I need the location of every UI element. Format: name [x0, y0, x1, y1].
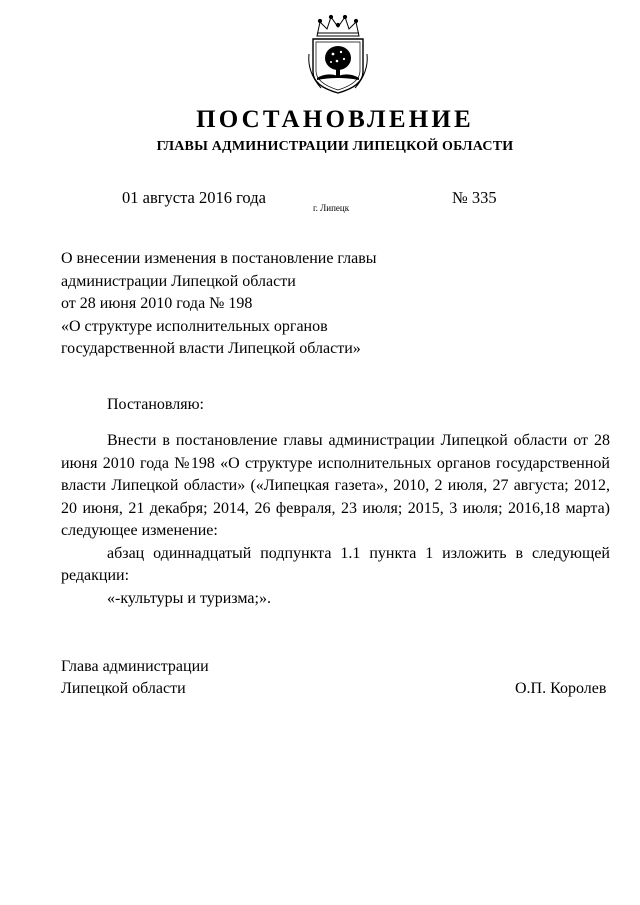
- document-subtitle: ГЛАВЫ АДМИНИСТРАЦИИ ЛИПЕЦКОЙ ОБЛАСТИ: [156, 139, 514, 154]
- body-paragraph: Внести в постановление главы администрации Липецкой области от 28 июня 2010 года №198 «О структуре исполнительных органов государственной власти Липецкой области» («Липецкая газета», 2010, 2 июля, 27 августа; 2012, 20 июня, 21 декабря; 2014, 26 февраля, 23 июля; 2015, 3 июля; 2016,18 марта) следующее изменение:: [61, 432, 610, 539]
- signatory-position: [61, 656, 209, 700]
- document-city: г. Липецк: [313, 203, 350, 213]
- coat-of-arms-emblem: [303, 14, 373, 96]
- subject-line: О внесении изменения в постановление главы: [61, 250, 377, 267]
- signatory-name: О.П. Королев: [515, 680, 607, 697]
- decree-word: Постановляю:: [107, 396, 204, 413]
- document-body: [61, 430, 610, 610]
- body-paragraph: «-культуры и туризма;».: [107, 589, 271, 607]
- coat-of-arms-icon: [303, 14, 373, 96]
- subject-line: государственной власти Липецкой области»: [61, 340, 361, 357]
- document-date: 01 августа 2016 года: [122, 188, 266, 207]
- subject-line: «О структуре исполнительных органов: [61, 317, 328, 335]
- subject-line: от 28 июня 2010 года № 198: [61, 295, 253, 312]
- document-number: № 335: [452, 188, 497, 207]
- document-subject: [61, 248, 391, 361]
- signatory-position-line: Липецкой области: [61, 680, 186, 697]
- body-paragraph: абзац одиннадцатый подпункта 1.1 пункта 1 изложить в следующей редакции:: [61, 544, 610, 584]
- subject-line: администрации Липецкой области: [61, 272, 296, 290]
- signatory-position-line: Глава администрации: [61, 658, 209, 675]
- document-title: ПОСТАНОВЛЕНИЕ: [196, 106, 474, 133]
